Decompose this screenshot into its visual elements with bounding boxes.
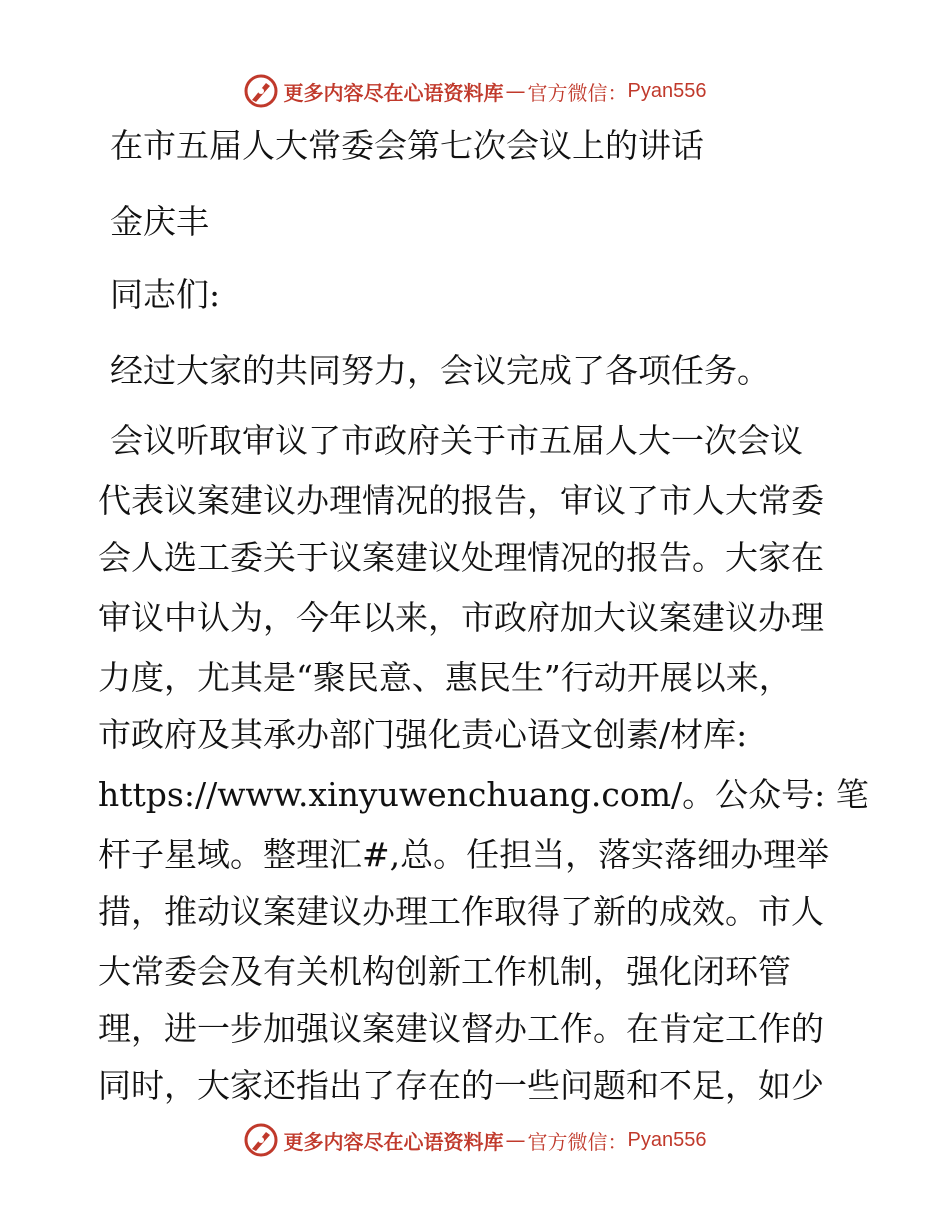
pen-logo-icon: [244, 1123, 278, 1157]
body-line: https://www.xinyuwenchuang.com/。公众号: 笔: [98, 775, 869, 814]
banner-library-text: 更多内容尽在心语资料库: [283, 1129, 504, 1154]
body-line: 代表议案建议办理情况的报告，审议了市人大常委: [98, 481, 824, 520]
footer-watermark-banner: [0, 1120, 950, 1160]
banner-wechat-label: 官方微信：: [527, 1129, 628, 1154]
body-line: 理，进一步加强议案建议督办工作。在肯定工作的: [98, 1009, 824, 1048]
body-line: 会议听取审议了市政府关于市五届人大一次会议: [110, 421, 803, 460]
body-line: 大常委会及有关机构创新工作机制，强化闭环管: [98, 952, 791, 991]
pen-logo-icon: [244, 74, 278, 108]
body-line: 杆子星域。整理汇#,总。任担当，落实落细办理举: [98, 835, 830, 874]
banner-separator: —: [505, 79, 526, 103]
document-author: 金庆丰: [110, 202, 209, 241]
body-line: 市政府及其承办部门强化责心语文创素/材库:: [98, 715, 748, 754]
banner-wechat-id: Pyan556: [627, 1128, 707, 1151]
banner-wechat-label: 官方微信：: [527, 80, 628, 105]
document-intro: 经过大家的共同努力，会议完成了各项任务。: [110, 351, 770, 390]
body-line: 会人选工委关于议案建议处理情况的报告。大家在: [98, 538, 824, 577]
document-salutation: 同志们:: [110, 275, 221, 314]
body-line: 审议中认为，今年以来，市政府加大议案建议办理: [98, 598, 824, 637]
banner-separator: —: [505, 1128, 526, 1152]
body-line: 力度，尤其是“聚民意、惠民生”行动开展以来，: [98, 658, 792, 697]
banner-library-text: 更多内容尽在心语资料库: [283, 80, 504, 105]
body-line: 同时，大家还指出了存在的一些问题和不足，如少: [98, 1066, 824, 1105]
document-title: 在市五届人大常委会第七次会议上的讲话: [110, 126, 704, 165]
banner-wechat-id: Pyan556: [627, 79, 707, 102]
body-line: 措，推动议案建议办理工作取得了新的成效。市人: [98, 892, 824, 931]
header-watermark-banner: [0, 71, 950, 111]
